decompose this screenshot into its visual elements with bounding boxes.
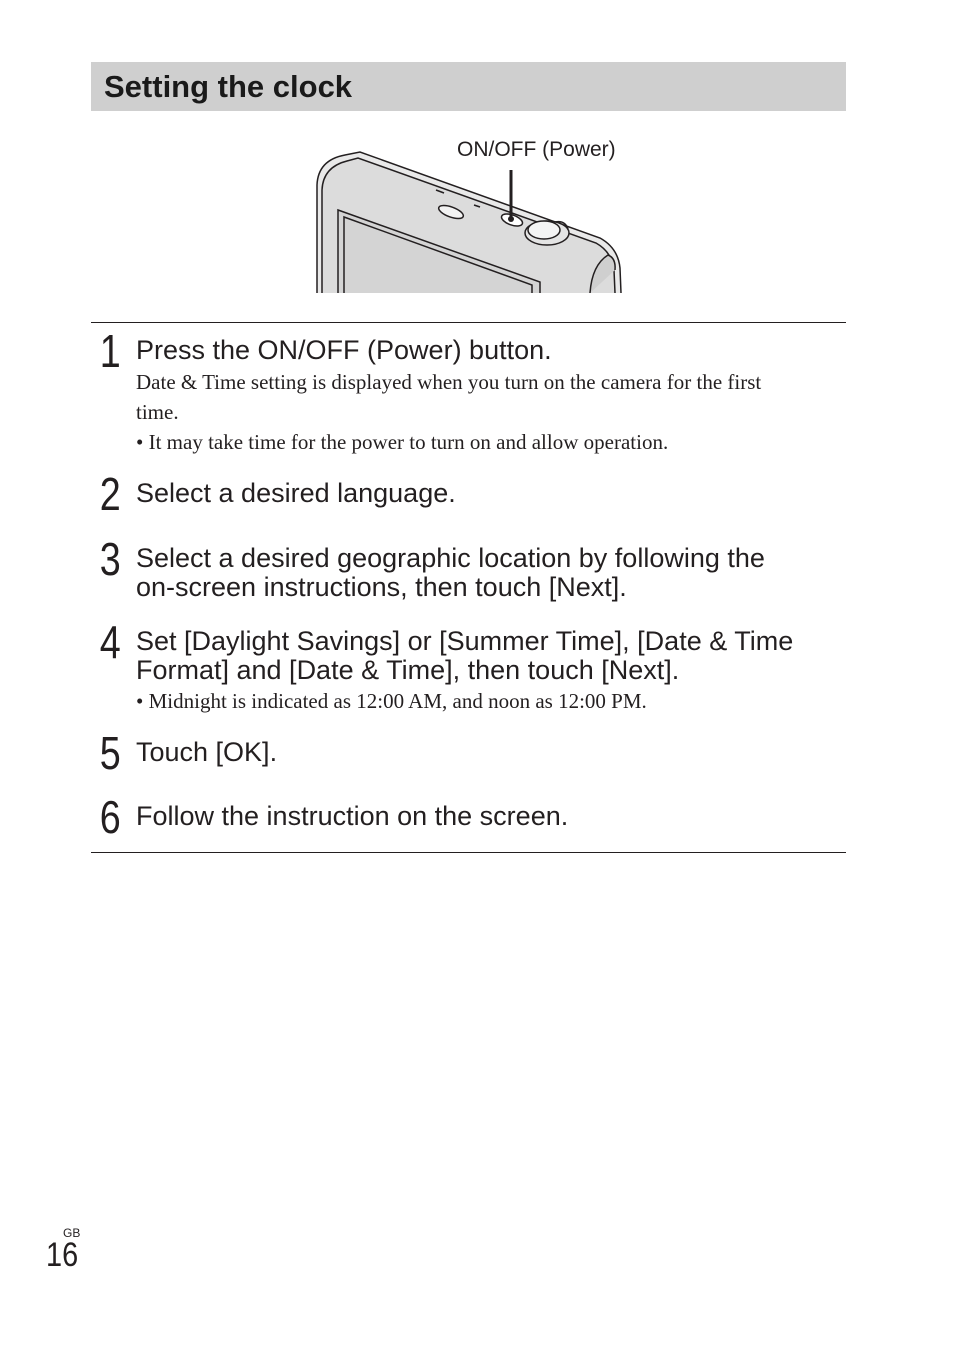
page-number: 16 [46,1236,79,1274]
step-1-body-line2: time. [136,400,179,424]
step-1-note: • It may take time for the power to turn on and allow operation. [136,430,669,454]
step-3-number: 3 [99,533,121,585]
step-6-title: Follow the instruction on the screen. [136,801,569,831]
step-6-number: 6 [99,791,121,843]
step-4-title-line2: Format] and [Date & Time], then touch [Next]. [136,655,680,685]
step-4-note: • Midnight is indicated as 12:00 AM, and noon as 12:00 PM. [136,689,647,713]
step-2-title: Select a desired language. [136,478,456,508]
step-4-number: 4 [99,616,121,668]
step-1-body-line1: Date & Time setting is displayed when you turn on the camera for the first [136,370,762,394]
step-1-title: Press the ON/OFF (Power) button. [136,335,552,365]
step-3-title-line2: on-screen instructions, then touch [Next]. [136,572,627,602]
power-button-callout: ON/OFF (Power) [457,138,616,161]
step-1-number: 1 [99,325,121,377]
region-code: GB [63,1226,81,1240]
steps-bottom-rule [91,852,846,853]
step-3-title-line1: Select a desired geographic location by following the [136,543,765,573]
step-5-title: Touch [OK]. [136,737,278,767]
section-header [91,62,846,111]
section-title: Setting the clock [104,69,353,104]
step-4-title-line1: Set [Daylight Savings] or [Summer Time], [Date & Time [136,626,794,656]
step-5-number: 5 [99,727,121,779]
steps-top-rule [91,322,846,323]
step-2-number: 2 [99,468,121,520]
